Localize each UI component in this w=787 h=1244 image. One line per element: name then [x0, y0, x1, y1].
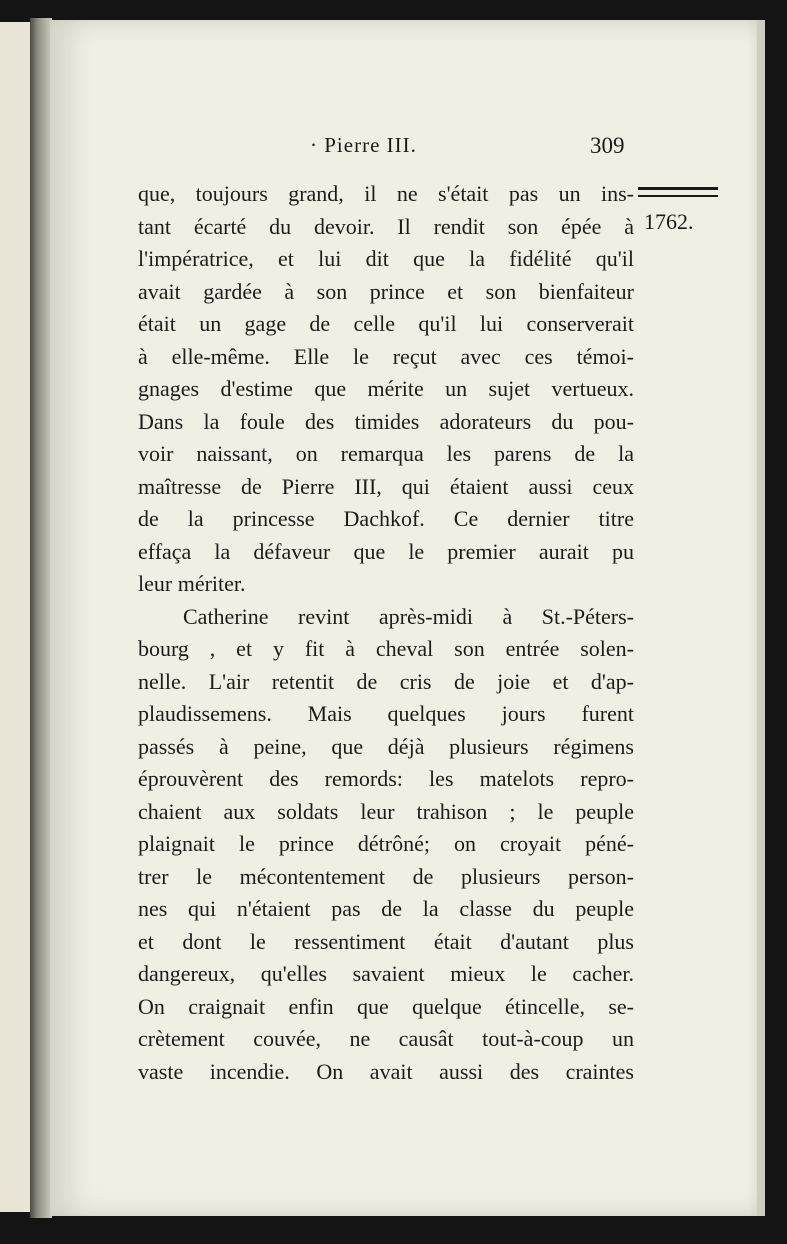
text-line: tant écarté du devoir. Il rendit son épée à: [138, 213, 634, 239]
text-line: voir naissant, on remarqua les parens de la: [138, 441, 634, 466]
facing-page-edge: [0, 22, 30, 1212]
page-edge: [757, 20, 765, 1216]
margin-rule: [638, 187, 718, 197]
text-line: vaste incendie. On avait aussi des craintes: [138, 1058, 634, 1084]
text-line: que, toujours grand, il ne s'était pas un ins-: [138, 181, 634, 206]
text-line: On craignait enfin que quelque étincelle, se-: [138, 993, 634, 1019]
body-text: [138, 178, 634, 1088]
text-line: trer le mécontentement de plusieurs person-: [138, 863, 634, 889]
text-line: et dont le ressentiment était d'autant plus: [138, 928, 634, 954]
page-header: [50, 133, 757, 169]
page-number: 309: [590, 133, 625, 158]
margin-date: 1762.: [644, 209, 694, 234]
text-line: plaudissemens. Mais quelques jours furent: [138, 701, 634, 726]
text-line: effaça la défaveur que le premier aurait pu: [138, 538, 634, 564]
text-line: était un gage de celle qu'il lui conserverait: [138, 311, 634, 336]
text-line: plaignait le prince détrôné; on croyait péné-: [138, 831, 634, 856]
text-line: crètement couvée, ne causât tout-à-coup un: [138, 1026, 634, 1051]
text-line: de la princesse Dachkof. Ce dernier titre: [138, 506, 634, 531]
text-line: chaient aux soldats leur trahison ; le peuple: [138, 798, 634, 824]
text-line: gnages d'estime que mérite un sujet vertueux.: [138, 376, 634, 401]
running-title: · Pierre III.: [310, 133, 417, 157]
text-line: à elle-même. Elle le reçut avec ces témoi-: [138, 343, 634, 369]
text-line: nes qui n'étaient pas de la classe du peuple: [138, 896, 634, 921]
text-line: Dans la foule des timides adorateurs du pou-: [138, 408, 634, 434]
text-line: bourg , et y fit à cheval son entrée solen-: [138, 636, 634, 661]
text-line: maîtresse de Pierre III, qui étaient aussi ceux: [138, 473, 634, 499]
text-line: Catherine revint après-midi à St.-Péters-: [183, 603, 634, 629]
book-page: [50, 20, 757, 1216]
text-line: leur mériter.: [138, 571, 246, 596]
text-line: dangereux, qu'elles savaient mieux le cacher.: [138, 961, 634, 986]
book-gutter: [30, 18, 52, 1218]
text-line: l'impératrice, et lui dit que la fidélité qu'il: [138, 246, 634, 271]
text-line: éprouvèrent des remords: les matelots repro-: [138, 766, 634, 791]
text-line: avait gardée à son prince et son bienfaiteur: [138, 278, 634, 304]
text-line: passés à peine, que déjà plusieurs régimens: [138, 733, 634, 759]
text-line: nelle. L'air retentit de cris de joie et d'ap-: [138, 668, 634, 694]
